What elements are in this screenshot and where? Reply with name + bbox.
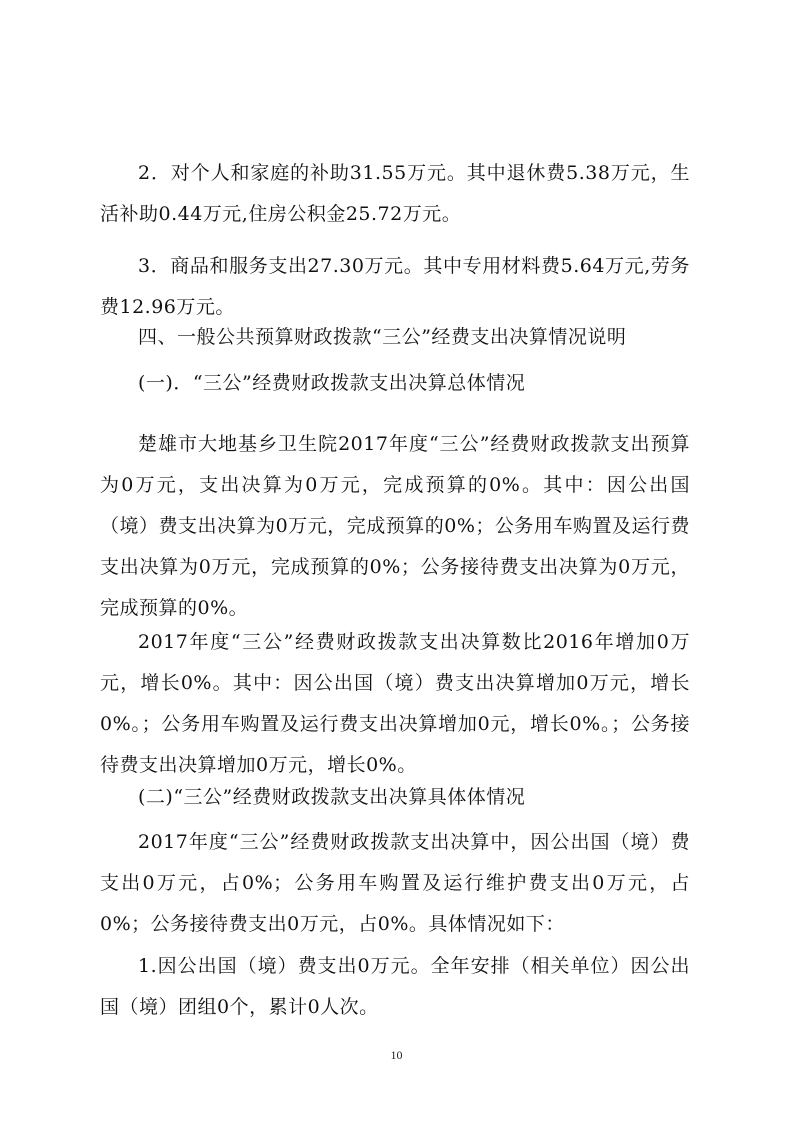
paragraph-personal-subsidy: 2．对个人和家庭的补助31.55万元。其中退休费5.38万元，生活补助0.44万元,住房公积金25.72万元。 [100, 162, 690, 225]
paragraph-specific-situation: 2017年度“三公”经费财政拨款支出决算中，因公出国（境）费支出0万元，占0%；公务用车购置及运行维护费支出0万元，占0%；公务接待费支出0万元，占0%。具体情况如下： [100, 831, 690, 935]
paragraph-total-situation: 楚雄市大地基乡卫生院2017年度“三公”经费财政拨款支出预算为0万元，支出决算为0万元，完成预算的0%。其中：因公出国（境）费支出决算为0万元，完成预算的0%；公务用车购置及运行费支出决算为0万元，完成预算的0%；公务接待费支出决算为0万元，完成预算的0%。 [100, 433, 690, 619]
subsection-heading-one: (一)．“三公”经费财政拨款支出决算总体情况 [138, 372, 526, 394]
page-number: 10 [390, 1048, 403, 1062]
subsection-heading-two: (二)“三公”经费财政拨款支出决算具体体情况 [138, 786, 526, 808]
paragraph-goods-services: 3．商品和服务支出27.30万元。其中专用材料费5.64万元,劳务费12.96万元。 [100, 255, 690, 318]
section-heading-four: 四、一般公共预算财政拨款“三公”经费支出决算情况说明 [138, 326, 627, 348]
paragraph-overseas-expense: 1.因公出国（境）费支出0万元。全年安排（相关单位）因公出国（境）团组0个，累计0人次。 [100, 955, 690, 1018]
paragraph-year-comparison: 2017年度“三公”经费财政拨款支出决算数比2016年增加0万元，增长0%。其中：因公出国（境）费支出决算增加0万元，增长0%。；公务用车购置及运行费支出决算增加0元，增长0%。；公务接待费支出决算增加0万元，增长0%。 [100, 631, 690, 776]
